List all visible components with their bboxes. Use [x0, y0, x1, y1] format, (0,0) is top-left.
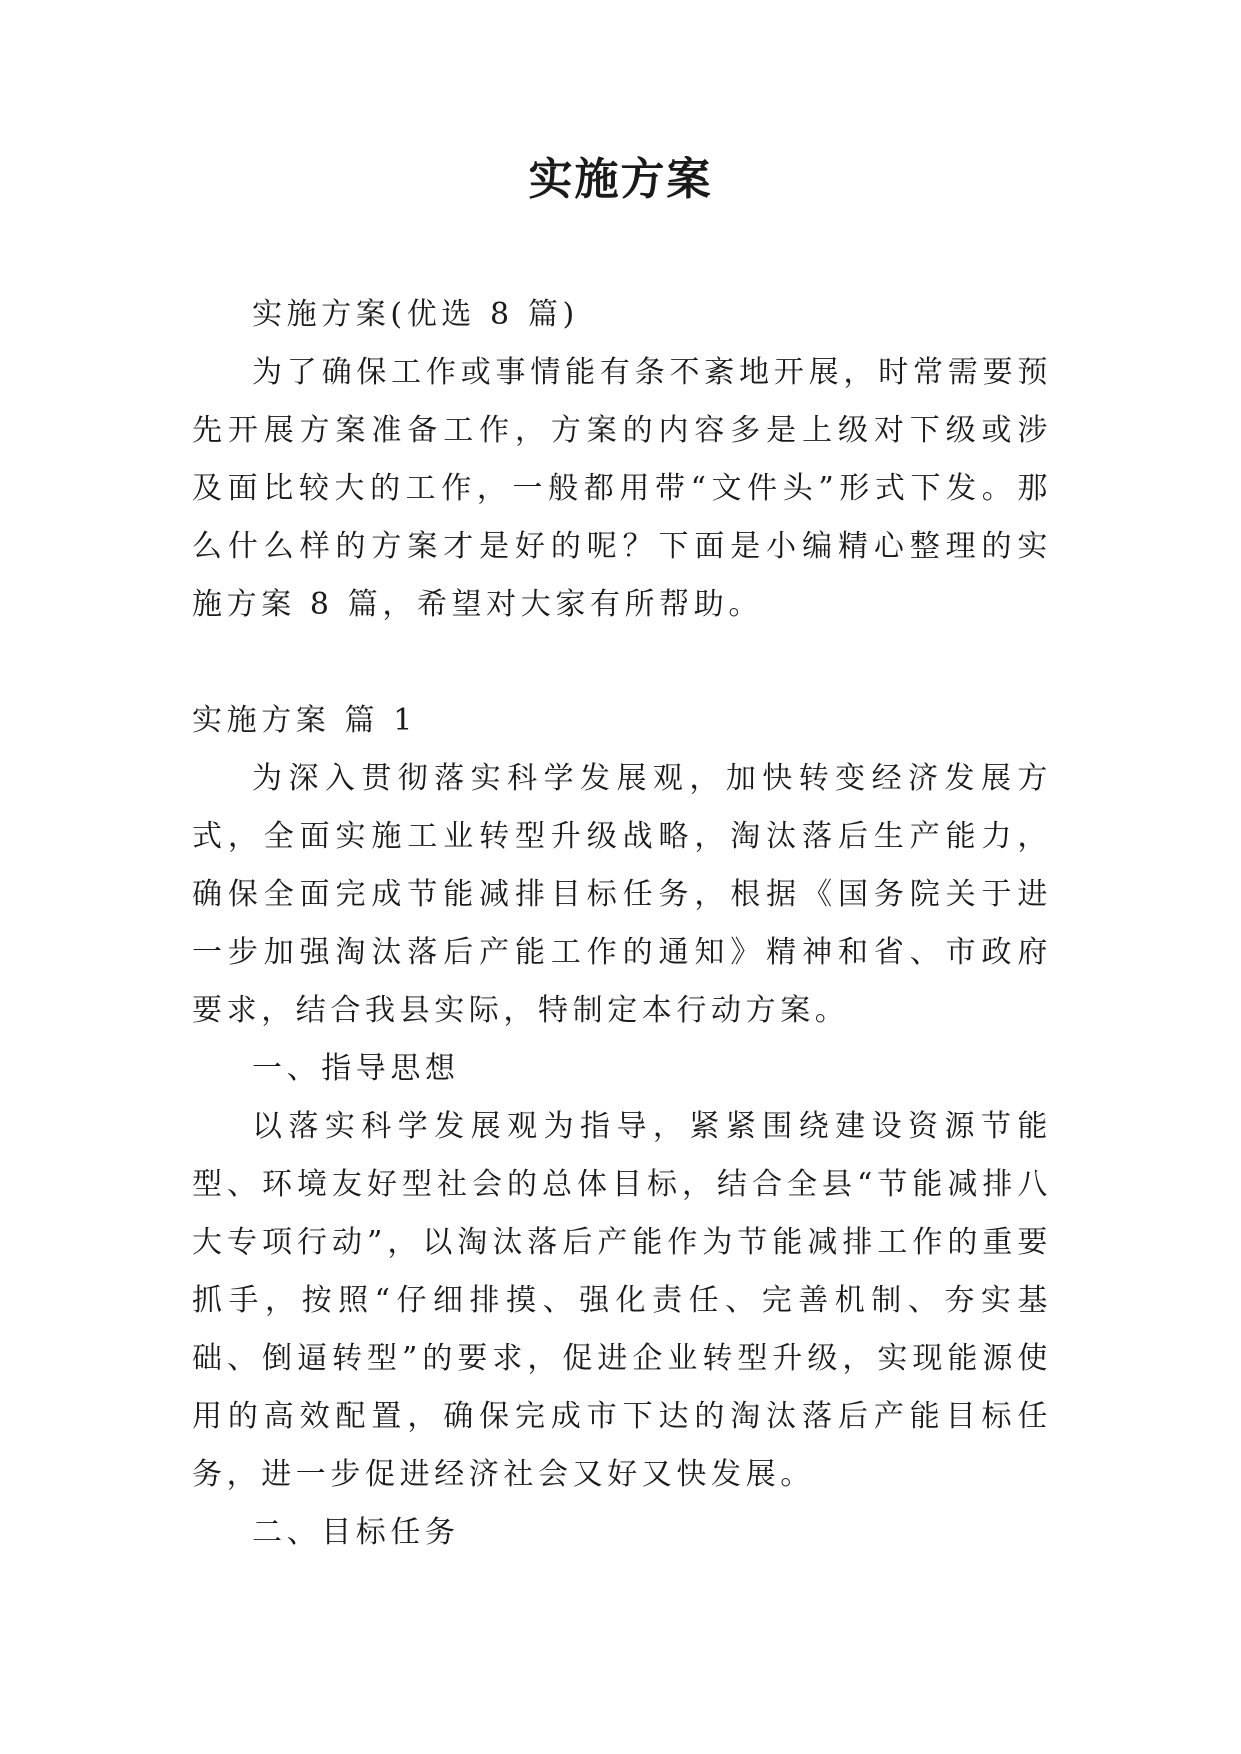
section-paragraph: 以落实科学发展观为指导，紧紧围绕建设资源节能型、环境友好型社会的总体目标，结合全县“节能减排八大专项行动”，以淘汰落后产能作为节能减排工作的重要抓手，按照“仔细排摸、强化责任、完善机制、夯实基础、倒逼转型”的要求，促进企业转型升级，实现能源使用的高效配置，确保完成市下达的淘汰落后产能目标任务，进一步促进经济社会又好又快发展。: [192, 1109, 1052, 1492]
document-subtitle: 实施方案(优选 8 篇): [252, 297, 579, 332]
section-heading: 实施方案 篇 1: [192, 703, 417, 738]
subheading-guiding-thought: 一、指导思想: [252, 1051, 460, 1086]
document-body: [192, 286, 1052, 1562]
intro-paragraph: 为了确保工作或事情能有条不紊地开展，时常需要预先开展方案准备工作，方案的内容多是上级对下级或涉及面比较大的工作，一般都用带“文件头”形式下发。那么什么样的方案才是好的呢？下面是小编精心整理的实施方案 8 篇，希望对大家有所帮助。: [192, 355, 1052, 622]
subheading-targets: 二、目标任务: [252, 1515, 460, 1550]
page-title: 实施方案: [528, 154, 713, 205]
section-paragraph: 为深入贯彻落实科学发展观，加快转变经济发展方式，全面实施工业转型升级战略，淘汰落后生产能力，确保全面完成节能减排目标任务，根据《国务院关于进一步加强淘汰落后产能工作的通知》精神和省、市政府要求，结合我县实际，特制定本行动方案。: [192, 761, 1052, 1028]
section-spacer: [192, 634, 1052, 692]
